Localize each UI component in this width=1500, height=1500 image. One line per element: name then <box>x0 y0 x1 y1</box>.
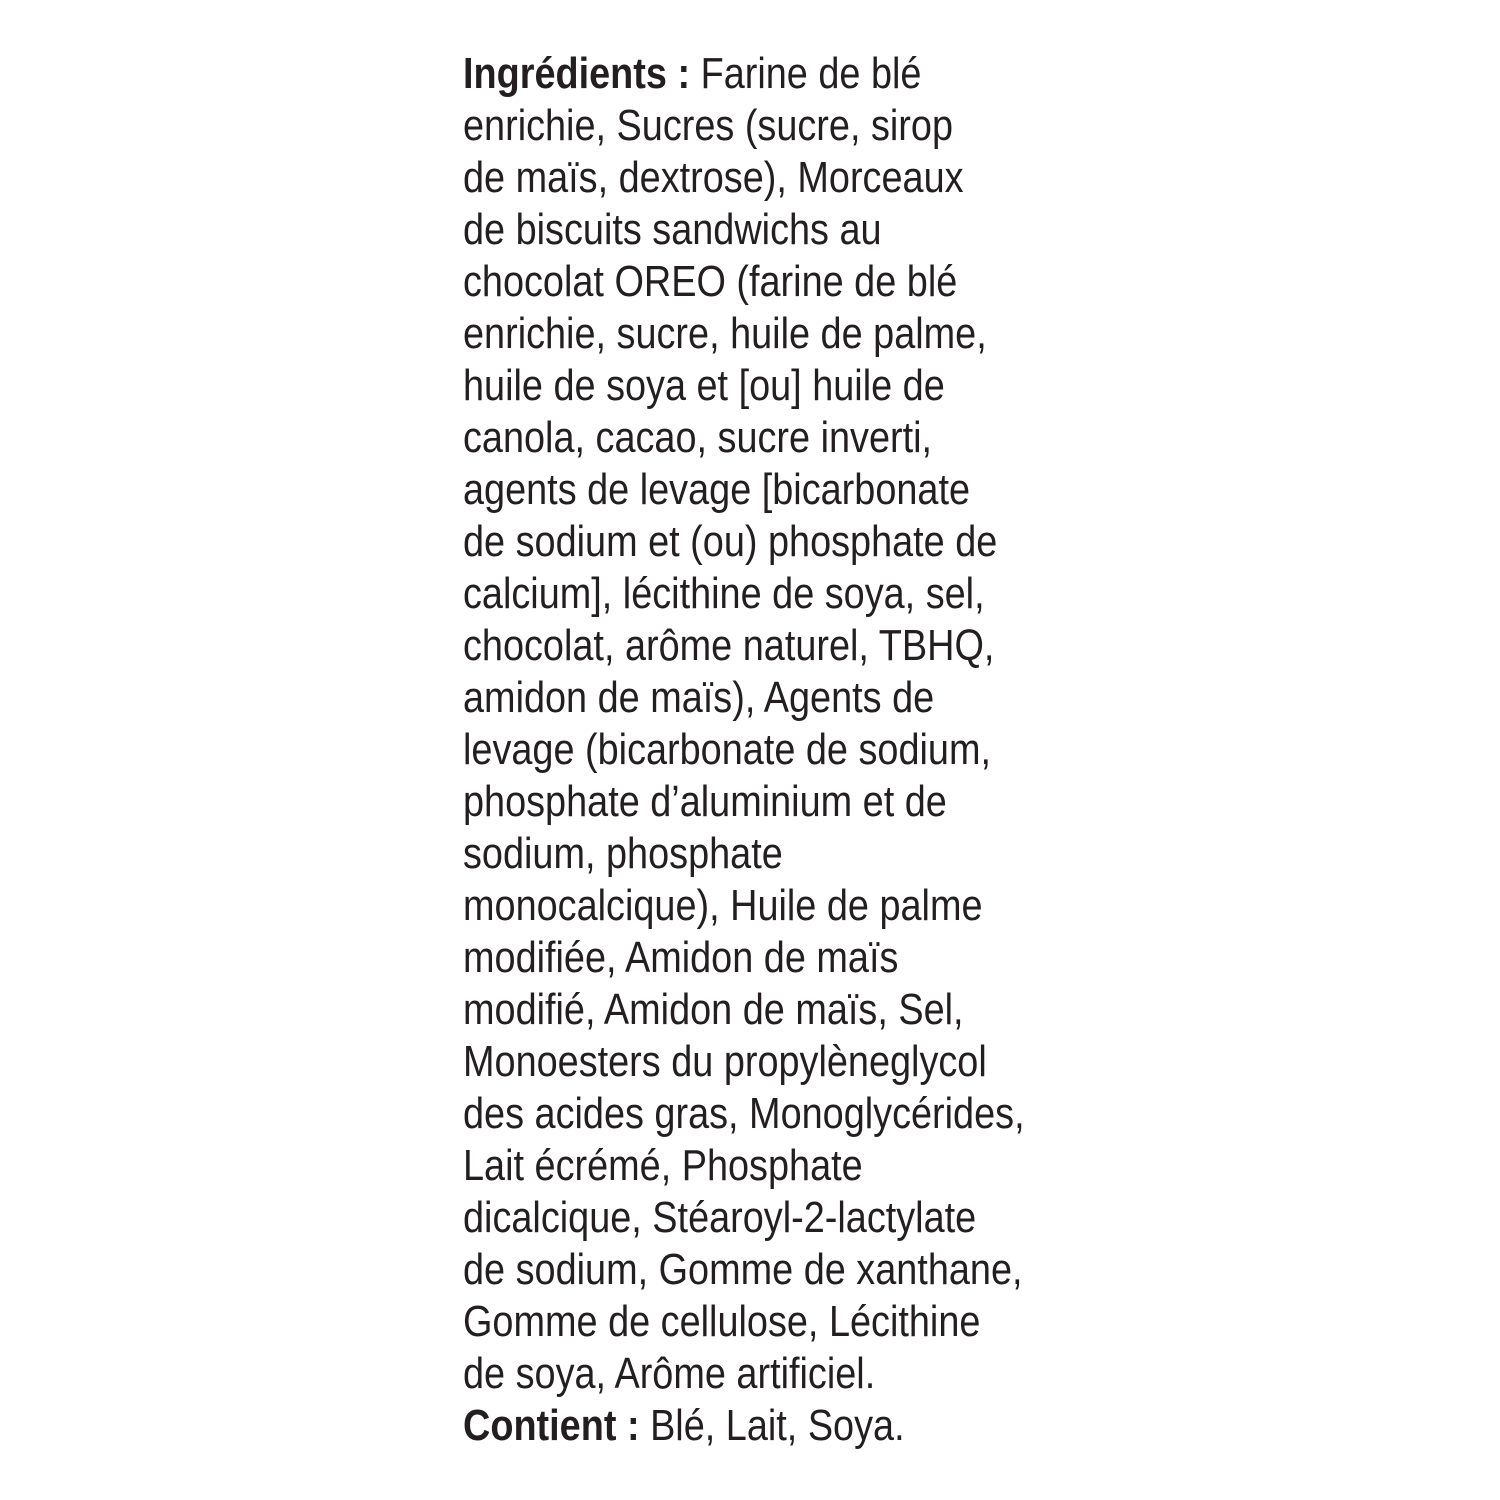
ingredients-heading: Ingrédients : <box>463 49 691 98</box>
ingredients-label <box>463 48 1063 1452</box>
ingredients-first-text: Farine de blé <box>690 49 922 98</box>
ingredient-line: agents de levage [bicarbonate <box>463 465 971 514</box>
contains-heading: Contient : <box>463 1401 640 1450</box>
ingredient-line: de sodium, Gomme de xanthane, <box>463 1245 1023 1294</box>
contains-text: Blé, Lait, Soya. <box>639 1401 905 1450</box>
ingredient-line: canola, cacao, sucre inverti, <box>463 413 933 462</box>
ingredient-line: sodium, phosphate <box>463 829 783 878</box>
ingredient-line: Monoesters du propylèneglycol <box>463 1037 987 1086</box>
ingredient-line: modifiée, Amidon de maïs <box>463 933 899 982</box>
ingredient-line: enrichie, sucre, huile de palme, <box>463 309 987 358</box>
ingredient-line: modifié, Amidon de maïs, Sel, <box>463 985 964 1034</box>
ingredient-line: de maïs, dextrose), Morceaux <box>463 153 964 202</box>
contains-line <box>463 1400 979 1452</box>
ingredient-line: de biscuits sandwichs au <box>463 205 882 254</box>
ingredient-line: levage (bicarbonate de sodium, <box>463 725 991 774</box>
ingredient-line: Lait écrémé, Phosphate <box>463 1141 863 1190</box>
ingredient-line: chocolat OREO (farine de blé <box>463 257 958 306</box>
ingredient-line: des acides gras, Monoglycérides, <box>463 1089 1025 1138</box>
ingredient-line: de sodium et (ou) phosphate de <box>463 517 998 566</box>
ingredient-line: enrichie, Sucres (sucre, sirop <box>463 101 953 150</box>
ingredient-line: chocolat, arôme naturel, TBHQ, <box>463 621 995 670</box>
ingredient-line: calcium], lécithine de soya, sel, <box>463 569 985 618</box>
ingredient-line: Gomme de cellulose, Lécithine <box>463 1297 981 1346</box>
ingredient-line: dicalcique, Stéaroyl-2-lactylate <box>463 1193 977 1242</box>
ingredient-line: phosphate d’aluminium et de <box>463 777 947 826</box>
ingredient-line: monocalcique), Huile de palme <box>463 881 983 930</box>
ingredient-line: de soya, Arôme artificiel. <box>463 1349 876 1398</box>
ingredients-first-line <box>463 48 979 100</box>
ingredient-line: huile de soya et [ou] huile de <box>463 361 945 410</box>
ingredient-line: amidon de maïs), Agents de <box>463 673 935 722</box>
